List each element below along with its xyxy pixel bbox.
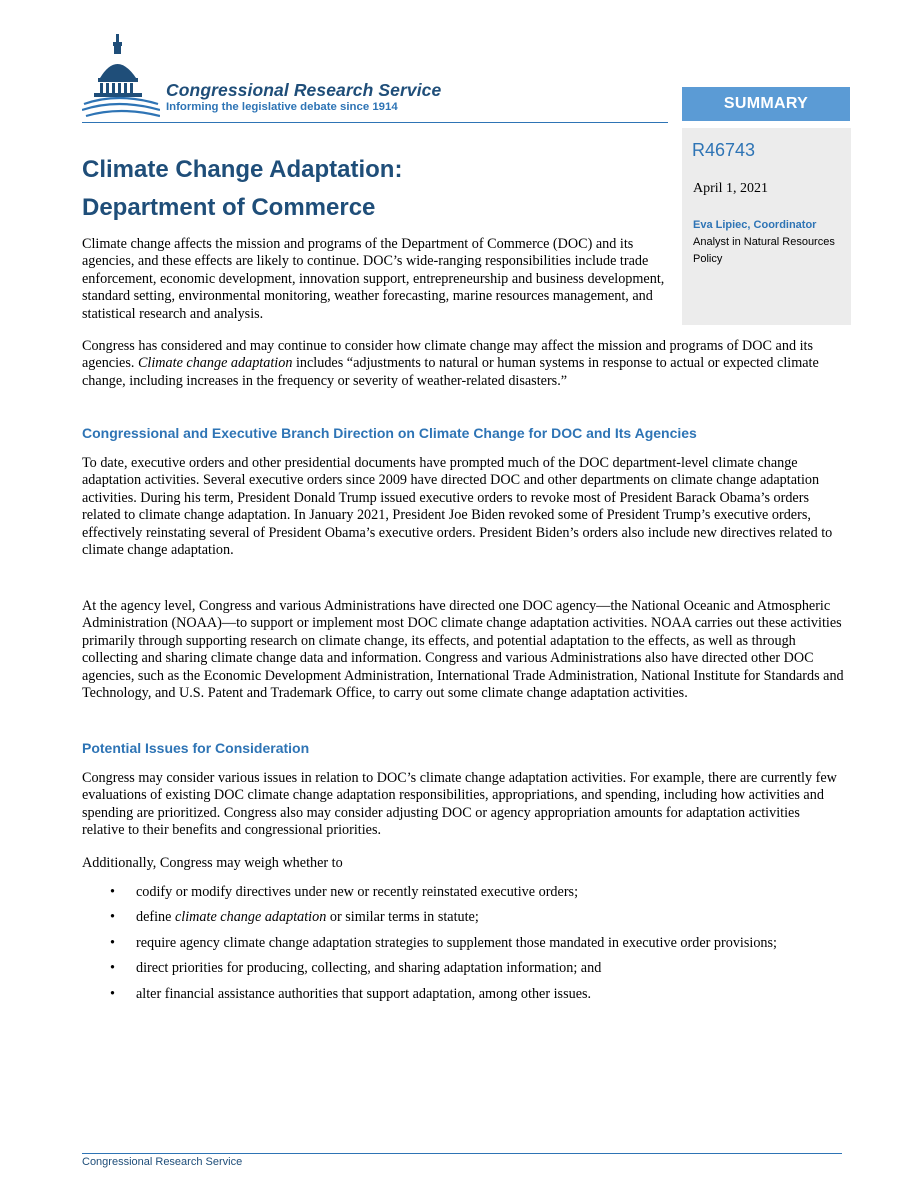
paragraph-intro: Climate change affects the mission and programs of the Department of Commerce (DOC) and its agencies, and these effects are likely to continue. DOC’s wide-ranging responsibilities include trade enforcement, economic development, innovation support, entrepreneurship and business development, standard setting, environmental monitoring, weather forecasting, marine resources management, and statistical research and analysis. — [82, 236, 665, 322]
term-climate-change-adaptation: Climate change adaptation — [137, 355, 293, 372]
report-number: R46743 — [692, 140, 756, 160]
bullet-icon: • — [110, 884, 115, 900]
list-item — [110, 960, 810, 977]
report-date: April 1, 2021 — [693, 181, 769, 196]
org-tagline: Informing the legislative debate since 1914 — [166, 101, 398, 113]
issues-bullet-list — [110, 884, 810, 1011]
summary-tab: SUMMARY — [682, 87, 850, 121]
page-title — [82, 151, 642, 227]
paragraph-congress-text: Congress has considered and may continue to consider how climate change may affect the mission and programs of DOC and its agencies. — [82, 338, 813, 372]
bullet-icon: • — [110, 960, 115, 977]
title-line-2: Department of Commerce — [82, 194, 376, 221]
list-item — [110, 884, 810, 901]
author-name: Eva Lipiec, Coordinator — [693, 219, 817, 231]
list-item-text: define — [136, 909, 175, 926]
author-role: Analyst in Natural Resources Policy — [693, 236, 835, 265]
list-item-italic-term: climate change adaptation — [175, 909, 327, 926]
bullet-icon: • — [110, 909, 115, 926]
paragraph-issues: Congress may consider various issues in relation to DOC’s climate change adaptation activities. For example, there are currently few evaluations of existing DOC climate change adaptation responsibilities, appropriations, and spending, including how activities and spending are prioritized. Congress also may consider adjusting DOC or agency appropriation amounts for adaptation activities relative to their benefits and congressional priorities. — [82, 770, 837, 839]
list-item — [110, 986, 810, 1003]
list-item — [110, 935, 810, 952]
title-line-1: Climate Change Adaptation: — [82, 156, 403, 183]
org-name: Congressional Research Service — [166, 80, 442, 100]
footer-divider — [82, 1153, 842, 1154]
list-item — [110, 909, 810, 926]
header-divider — [82, 122, 668, 123]
list-item-text: alter financial assistance authorities that support adaptation, among other issues. — [136, 985, 592, 1002]
list-item-text-end: or similar terms in statute; — [326, 909, 479, 926]
list-item-text: direct priorities for producing, collecting, and sharing adaptation information; and — [136, 960, 602, 977]
bullet-icon: • — [110, 985, 115, 1002]
paragraph-congress-definition: includes “adjustments to natural or human systems in response to actual or expected climate change, including increases in the frequency or severity of weather-related disasters.” — [82, 355, 819, 389]
paragraph-additionally: Additionally, Congress may weigh whether to — [82, 855, 343, 871]
section-heading-issues: Potential Issues for Consideration — [82, 740, 310, 756]
section-heading-direction: Congressional and Executive Branch Direction on Climate Change for DOC and Its Agencies — [82, 425, 697, 441]
paragraph-agency-level: At the agency level, Congress and various Administrations have directed one DOC agency—the National Oceanic and Atmospheric Administration (NOAA)—to support or implement most DOC climate change adaptation activities. NOAA carries out these activities primarily through supporting research on climate change, its effects, and potential adaptation to the effects, as well as through collecting and sharing climate change data and information. Congress and various Administrations also have directed other DOC agencies, such as the Economic Development Administration, International Trade Administration, National Institute for Standards and Technology, and U.S. Patent and Trademark Office, to carry out some climate change adaptation activities. — [82, 598, 844, 702]
list-item-text: codify or modify directives under new or recently reinstated executive orders; — [136, 884, 579, 900]
list-item-text: require agency climate change adaptation strategies to supplement those mandated in executive order provisions; — [136, 934, 777, 951]
paragraph-congress — [82, 338, 844, 390]
capitol-dome-logo-icon — [82, 34, 160, 120]
bullet-icon: • — [110, 934, 115, 951]
footer-text: Congressional Research Service — [82, 1156, 243, 1168]
paragraph-executive-orders: To date, executive orders and other presidential documents have prompted much of the DOC department-level climate change adaptation activities. Several executive orders since 2009 have directed DOC and other departments on climate change adaptation activities. During his term, President Donald Trump issued executive orders to revoke most of President Barack Obama’s orders related to climate change adaptation. In January 2021, President Joe Biden revoked some of President Trump’s executive orders, effectively reinstating several of President Obama’s executive orders. President Biden’s orders also include new directives related to climate change adaptation. — [82, 455, 833, 559]
